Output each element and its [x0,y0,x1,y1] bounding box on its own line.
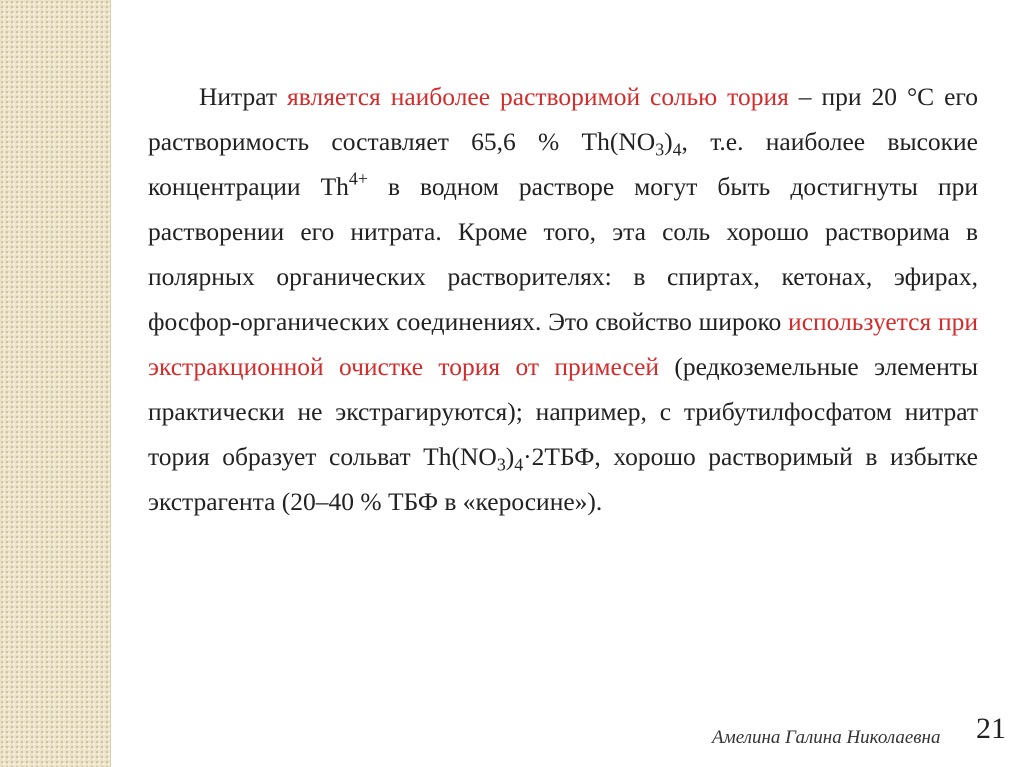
stripe-divider [110,0,111,767]
highlighted-text: используется при экстракционной очистке тория от примесей [148,307,978,381]
text-segment: ·2ТБФ, хорошо растворимый в избытке экстрагента (20–40 % ТБФ в «керосине»). [148,442,978,516]
text-segment: ) [664,127,673,156]
page-number: 21 [976,712,1006,745]
main-paragraph [148,74,978,524]
superscript: 4+ [348,168,368,189]
subscript: 4 [672,139,682,160]
highlighted-text: является наиболее растворимой солью тория [287,82,789,111]
subscript: 3 [655,139,665,160]
subscript: 3 [496,454,506,475]
text-segment: ) [505,442,515,471]
footer-author: Амелина Галина Николаевна [712,727,941,748]
text-segment: – при 20 °С его растворимость составляет 65,6 % Th(NO [148,82,978,156]
text-segment: в водном растворе могут быть достигнуты при растворении его нитрата. Кроме того, эта соль хорошо растворима в полярных органических растворителях: в спиртах, кетонах, эфирах, фосфор-органических соединениях. Это свойство широко [148,172,979,336]
text-segment: (редкоземельные элементы практически не экстрагируются); например, с трибутилфосфатом нитрат тория образует сольват Th(NO [148,352,978,471]
subscript: 4 [514,454,524,475]
text-segment: Нитрат [199,82,288,111]
text-segment: , т.е. наиболее высокие концентрации Th [148,127,979,201]
decorative-side-stripe [0,0,110,767]
